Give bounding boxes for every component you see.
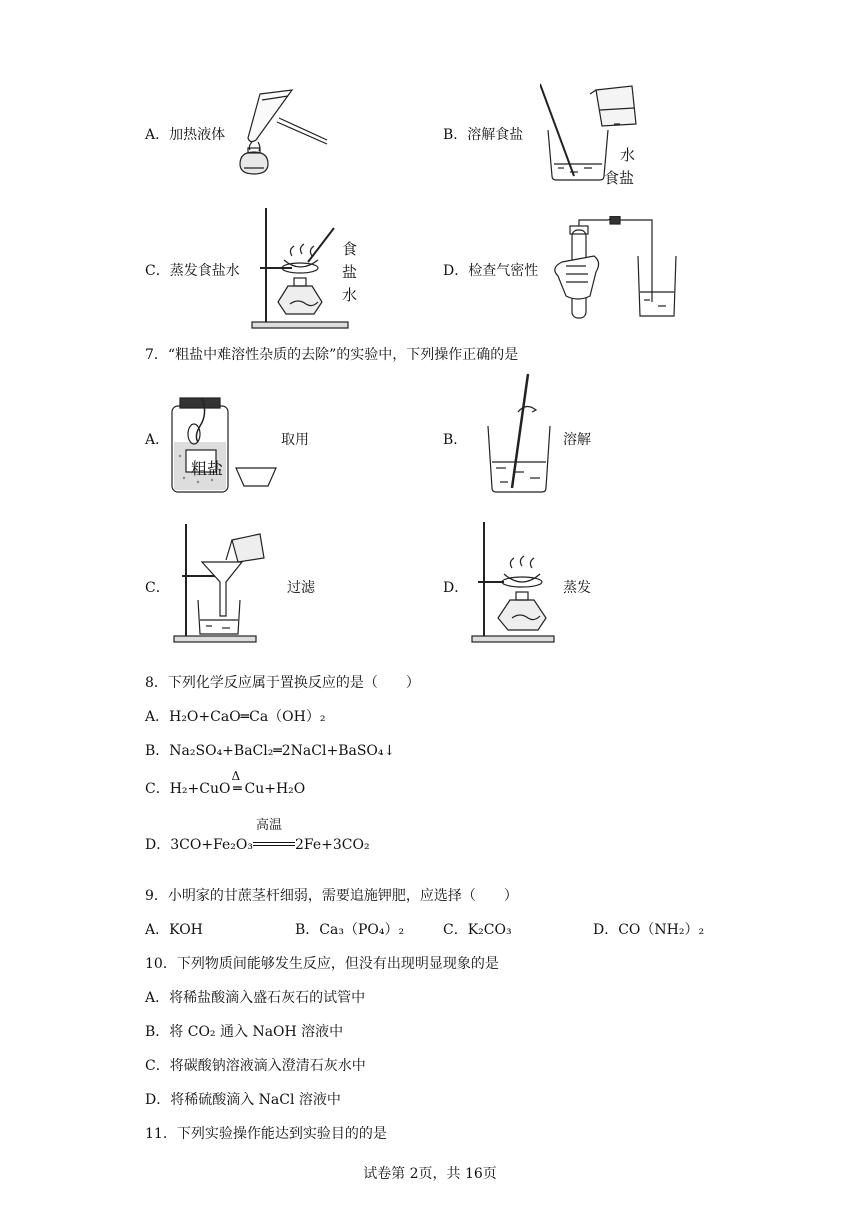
q10-option-b: B．将 CO₂ 通入 NaOH 溶液中 [145, 1024, 344, 1040]
page-footer: 试卷第 2页，共 16页 [363, 1166, 497, 1182]
q9-option-b: B．Ca₃（PO₄）₂ [295, 922, 405, 938]
salt-label: 食盐 [604, 169, 635, 187]
airtightness-check-figure [548, 216, 683, 324]
q8-option-b: B．Na₂SO₄+BaCl₂═2NaCl+BaSO₄↓ [145, 743, 396, 759]
heating-liquid-figure [232, 82, 332, 182]
condition-high-temp: 高温 [256, 818, 283, 833]
q7-option-b-letter: B． [443, 432, 468, 448]
q10-option-d: D．将稀硫酸滴入 NaCl 溶液中 [145, 1092, 341, 1108]
q8-option-a: A．H₂O+CaO═Ca（OH）₂ [145, 709, 326, 725]
q7-option-c-text: 过滤 [287, 580, 315, 596]
q7-stem: 7．“粗盐中难溶性杂质的去除”的实验中，下列操作正确的是 [145, 347, 519, 363]
q10-option-c: C．将碳酸钠溶液滴入澄清石灰水中 [145, 1058, 366, 1074]
q7-option-a-letter: A． [145, 432, 170, 448]
q7-option-d-letter: D． [443, 580, 469, 596]
q8-option-d: D．3CO+Fe₂O₃ 高温 2Fe+3CO₂ [145, 834, 370, 854]
take-salt-figure [164, 396, 284, 496]
evaporate-figure [468, 520, 558, 646]
jar-label: 粗盐 [191, 459, 224, 478]
q6-option-d: D．检查气密性 [443, 263, 539, 279]
side-char-1: 食 [342, 240, 358, 258]
q8-option-c: C．H₂+CuO Δ ═ Cu+H₂O [145, 769, 306, 797]
q7-option-b-text: 溶解 [563, 432, 591, 448]
q9-option-c: C．K₂CO₃ [443, 922, 512, 938]
q6-option-b: B．溶解食盐 [443, 127, 524, 143]
condition-delta: Δ [231, 769, 241, 783]
q7-option-d-text: 蒸发 [563, 580, 591, 596]
q9-stem: 9．小明家的甘蔗茎杆细弱，需要追施钾肥，应选择（ ） [145, 888, 518, 904]
q6-option-c: C．蒸发食盐水 [145, 263, 240, 279]
q9-option-d: D．CO（NH₂）₂ [593, 922, 705, 938]
q6-option-a: A．加热液体 [145, 127, 226, 143]
q10-stem: 10．下列物质间能够发生反应，但没有出现明显现象的是 [145, 956, 499, 972]
q7-option-a-text: 取用 [281, 432, 309, 448]
side-char-2: 盐 [342, 263, 358, 281]
q8-stem: 8．下列化学反应属于置换反应的是（ ） [145, 675, 420, 691]
dissolve-figure [486, 372, 556, 496]
q11-stem: 11．下列实验操作能达到实验目的的是 [145, 1126, 387, 1142]
q10-option-a: A．将稀盐酸滴入盛石灰石的试管中 [145, 990, 366, 1006]
water-label: 水 [620, 146, 636, 164]
q9-option-a: A．KOH [145, 922, 203, 938]
q7-option-c-letter: C． [145, 580, 170, 596]
side-char-3: 水 [342, 286, 358, 304]
filter-figure [172, 520, 272, 646]
